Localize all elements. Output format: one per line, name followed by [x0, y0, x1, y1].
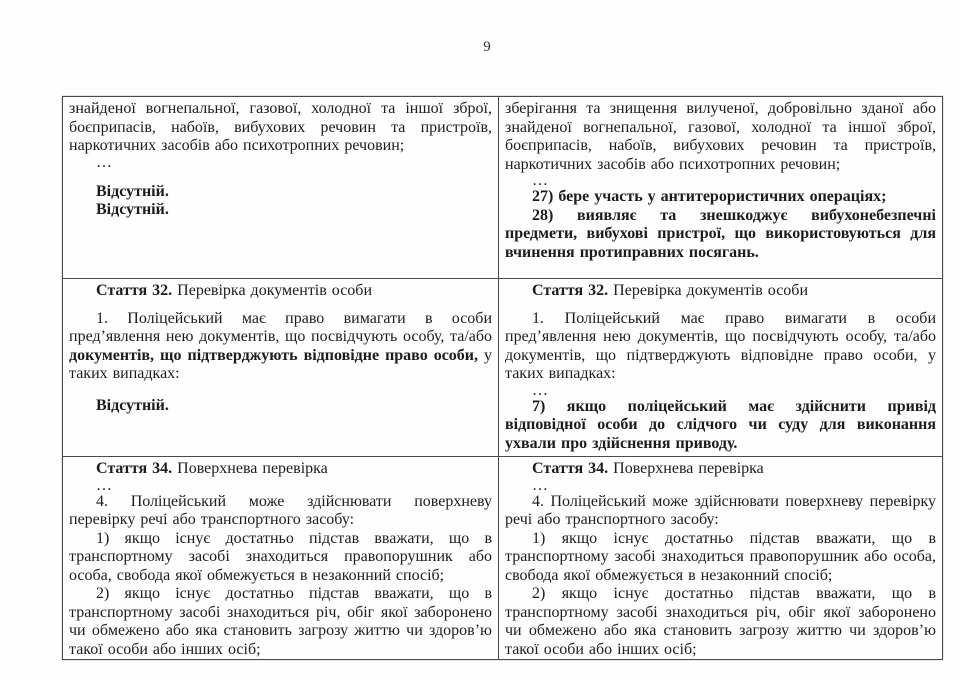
- law-paragraph: 1. Поліцейський має право вимагати в особи пред’явлення нею документів, що посвідчують особу, та/або документів, що підтверджують відповідне право особи, у таких випадках:: [505, 309, 936, 382]
- ellipsis-marker: …: [532, 381, 548, 399]
- table-cell-left: [63, 97, 499, 278]
- law-paragraph: 1) якщо існує достатньо підстав вважати, що в транспортному засобі знаходиться правопорушник або особа, свобода якої обмежується в незаконний спосіб;: [505, 529, 936, 584]
- law-paragraph: зберігання та знищення вилученої, добровільно зданої або знайденої вогнепальної, газової, холодної та іншої зброї, боєприпасів, набоїв, вибухових речовин та пристроїв, наркотичних засобів або психотропних речовин;: [505, 100, 936, 173]
- comparison-table: [62, 96, 943, 660]
- law-paragraph: 1. Поліцейський має право вимагати в особи пред’явлення нею документів, що посвідчують особу, та/або документів, що підтверджують відповідне право особи, у таких випадках:: [69, 309, 492, 382]
- ellipsis-marker: …: [532, 172, 548, 189]
- law-paragraph: 27) бере участь у антитерористичних операціях;: [532, 188, 887, 205]
- law-paragraph: знайденої вогнепальної, газової, холодної та іншої зброї, боєприпасів, набоїв, вибухових речовин та пристроїв, наркотичних засобів або психотропних речовин;: [69, 100, 492, 154]
- law-paragraph: 4. Поліцейський може здійснювати поверхневу перевірку речі або транспортного засобу:: [505, 492, 936, 528]
- ellipsis-marker: …: [96, 153, 112, 171]
- law-paragraph: 7) якщо поліцейський має здійснити привід відповідної особи до слідчого чи суду для виконання ухвали про здійснення приводу.: [505, 397, 936, 452]
- table-cell-right: [499, 279, 942, 456]
- page-number: 9: [483, 39, 491, 55]
- table-row: [63, 457, 942, 659]
- ellipsis-marker: …: [532, 476, 548, 494]
- absent-note: Відсутній.: [96, 182, 169, 200]
- ellipsis-marker: …: [96, 476, 112, 494]
- table-cell-right: [499, 97, 942, 278]
- law-paragraph: 2) якщо існує достатньо підстав вважати, що в транспортному засобі знаходиться річ, обіг якої заборонено чи обмежено або яка становить загрозу життю чи здоров’ю такої особи або інших осіб;: [505, 585, 936, 658]
- absent-note: Відсутній.: [96, 396, 169, 414]
- article-heading: Стаття 34. Поверхнева перевірка: [96, 460, 328, 477]
- law-paragraph: 2) якщо існує достатньо підстав вважати, що в транспортному засобі знаходиться річ, обіг якої заборонено чи обмежено або яка становить загрозу життю чи здоров’ю такої особи або інших осіб;: [69, 585, 492, 658]
- article-heading: Стаття 32. Перевірка документів особи: [532, 282, 809, 299]
- article-heading: Стаття 32. Перевірка документів особи: [96, 282, 373, 299]
- table-cell-left: [63, 279, 499, 456]
- table-row: [63, 279, 942, 457]
- absent-note: Відсутній.: [96, 201, 169, 218]
- law-paragraph: 28) виявляє та знешкоджує вибухонебезпечні предмети, вибухові пристрої, що використовуються для вчинення протиправних посягань.: [505, 206, 936, 261]
- table-cell-right: [499, 457, 942, 659]
- law-paragraph: 1) якщо існує достатньо підстав вважати, що в транспортному засобі знаходиться правопорушник або особа, свобода якої обмежується в незаконний спосіб;: [69, 529, 492, 584]
- law-paragraph: 4. Поліцейський може здійснювати поверхневу перевірку речі або транспортного засобу:: [69, 492, 492, 528]
- table-row: [63, 97, 942, 279]
- article-heading: Стаття 34. Поверхнева перевірка: [532, 460, 764, 477]
- table-cell-left: [63, 457, 499, 659]
